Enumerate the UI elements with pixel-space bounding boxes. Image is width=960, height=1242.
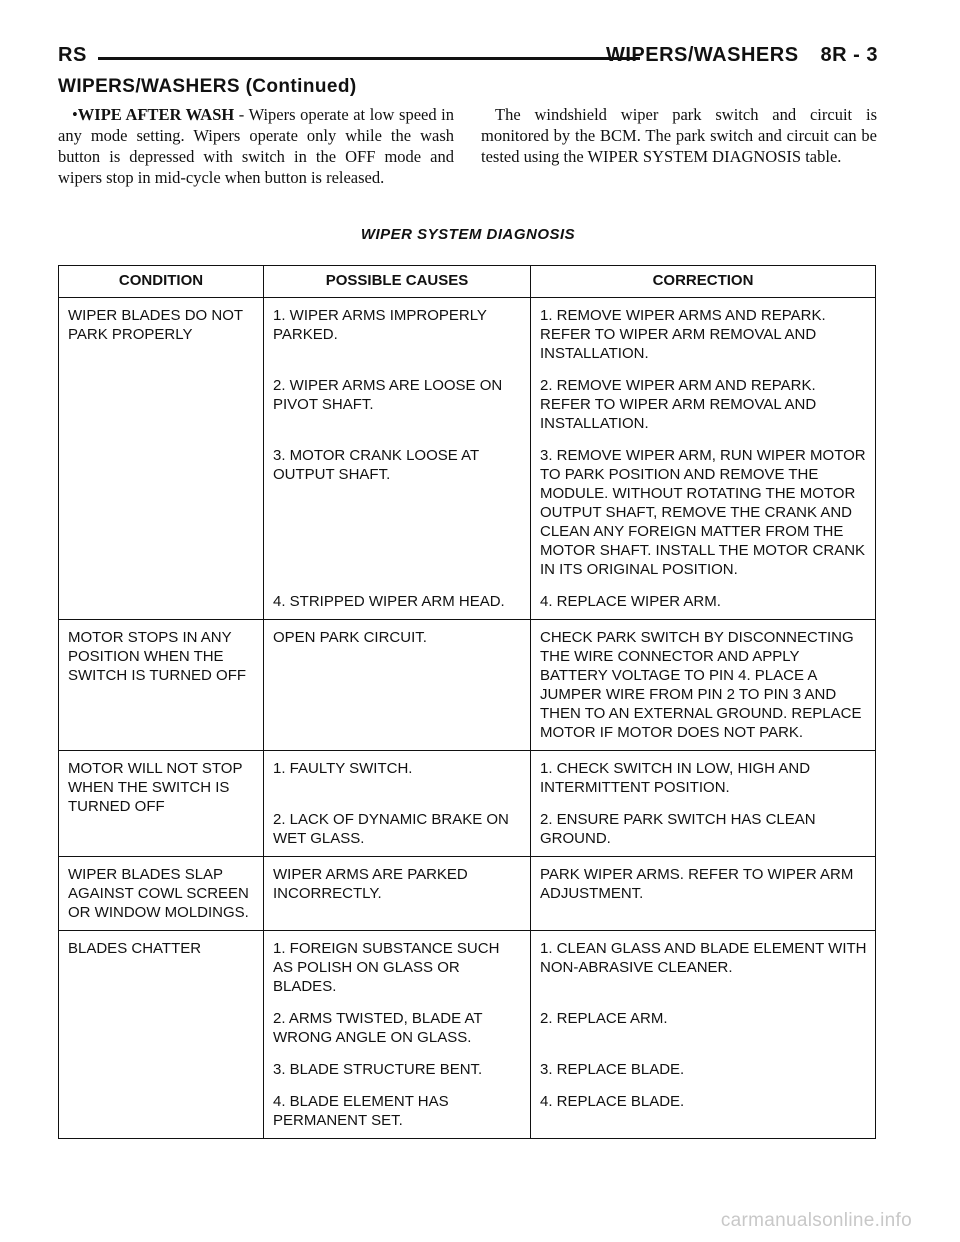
correction-cell: 1. CLEAN GLASS AND BLADE ELEMENT WITH NON-ABRASIVE CLEANER. [540,940,867,976]
correction-cell: PARK WIPER ARMS. REFER TO WIPER ARM ADJUSTMENT. [531,857,876,931]
cause-cell: WIPER ARMS ARE PARKED INCORRECTLY. [264,857,531,931]
park-switch-paragraph: The windshield wiper park switch and circuit is monitored by the BCM. The park switch and circuit can be tested using the WIPER SYSTEM DIAGNOSIS table. [481,105,877,166]
correction-cell: 4. REPLACE BLADE. [531,1083,876,1139]
section-title: WIPERS/WASHERS [605,44,799,66]
cause-cell: 1. FOREIGN SUBSTANCE SUCH AS POLISH ON GLASS OR BLADES. [264,931,531,1001]
right-column [481,104,877,167]
header-correction: CORRECTION [531,266,876,298]
cause-cell: 1. WIPER ARMS IMPROPERLY PARKED. [264,298,531,368]
page-header [58,44,878,70]
header-condition: CONDITION [59,266,264,298]
cause-cell: 2. ARMS TWISTED, BLADE AT WRONG ANGLE ON GLASS. [264,1000,531,1051]
table-row [59,751,876,802]
table-row [59,298,876,368]
cause-cell: 3. BLADE STRUCTURE BENT. [264,1051,531,1083]
cause-cell: 4. STRIPPED WIPER ARM HEAD. [264,583,531,620]
wipe-after-wash-term: WIPE AFTER WASH [77,105,235,124]
correction-cell: 2. REMOVE WIPER ARM AND REPARK. REFER TO WIPER ARM REMOVAL AND INSTALLATION. [540,377,817,432]
correction-cell: 3. REMOVE WIPER ARM, RUN WIPER MOTOR TO PARK POSITION AND REMOVE THE MODULE. WITHOUT ROTATING THE MOTOR OUTPUT SHAFT, REMOVE THE CRANK AND CLEAN ANY FOREIGN MATTER FROM THE MOTOR SHAFT. INSTALL THE MOTOR CRANK IN ITS ORIGINAL POSITION. [540,447,866,578]
cause-cell: OPEN PARK CIRCUIT. [264,620,531,751]
watermark: carmanualsonline.info [720,1210,912,1231]
wipe-after-wash-paragraph [58,104,454,188]
cause-cell: 4. BLADE ELEMENT HAS PERMANENT SET. [264,1083,531,1139]
table-title: WIPER SYSTEM DIAGNOSIS [360,226,576,243]
correction-cell: 4. REPLACE WIPER ARM. [531,583,876,620]
bullet: • [72,105,78,124]
section-code: RS [58,44,87,66]
table-row [59,931,876,1001]
table-header-row [59,266,876,298]
continued-heading: WIPERS/WASHERS (Continued) [58,76,357,97]
correction-cell: 1. REMOVE WIPER ARMS AND REPARK. REFER TO WIPER ARM REMOVAL AND INSTALLATION. [540,307,826,362]
cause-cell: 2. LACK OF DYNAMIC BRAKE ON WET GLASS. [264,801,531,857]
condition-cell: BLADES CHATTER [59,931,264,1139]
page-number: 8R - 3 [820,44,878,66]
table-row [59,857,876,931]
wiper-diagnosis-table [58,265,876,1139]
condition-cell: WIPER BLADES SLAP AGAINST COWL SCREEN OR WINDOW MOLDINGS. [59,857,264,931]
condition-cell: MOTOR WILL NOT STOP WHEN THE SWITCH IS TURNED OFF [59,751,264,857]
header-right [606,44,878,67]
condition-cell: MOTOR STOPS IN ANY POSITION WHEN THE SWITCH IS TURNED OFF [59,620,264,751]
correction-cell: 3. REPLACE BLADE. [540,1061,685,1078]
table-body [59,298,876,1139]
wipe-after-wash-text: - Wipers operate at low speed in any mode setting. Wipers operate only while the wash button is depressed with switch in the OFF mode and wipers stop in mid-cycle when button is released. [58,105,454,187]
header-rule [98,57,640,60]
left-column [58,104,454,188]
cause-cell: 2. WIPER ARMS ARE LOOSE ON PIVOT SHAFT. [264,367,531,437]
correction-cell: 1. CHECK SWITCH IN LOW, HIGH AND INTERMITTENT POSITION. [540,760,811,796]
condition-cell: WIPER BLADES DO NOT PARK PROPERLY [59,298,264,620]
correction-cell: 2. ENSURE PARK SWITCH HAS CLEAN GROUND. [531,801,876,857]
correction-cell: CHECK PARK SWITCH BY DISCONNECTING THE WIRE CONNECTOR AND APPLY BATTERY VOLTAGE TO PIN 4. PLACE A JUMPER WIRE FROM PIN 2 TO PIN 3 AND THEN TO AN EXTERNAL GROUND. REPLACE MOTOR IF MOTOR DOES NOT PARK. [531,620,876,751]
correction-cell: 2. REPLACE ARM. [540,1010,668,1027]
cause-cell: 3. MOTOR CRANK LOOSE AT OUTPUT SHAFT. [264,437,531,583]
cause-cell: 1. FAULTY SWITCH. [264,751,531,802]
header-possible-causes: POSSIBLE CAUSES [264,266,531,298]
table-row [59,620,876,751]
